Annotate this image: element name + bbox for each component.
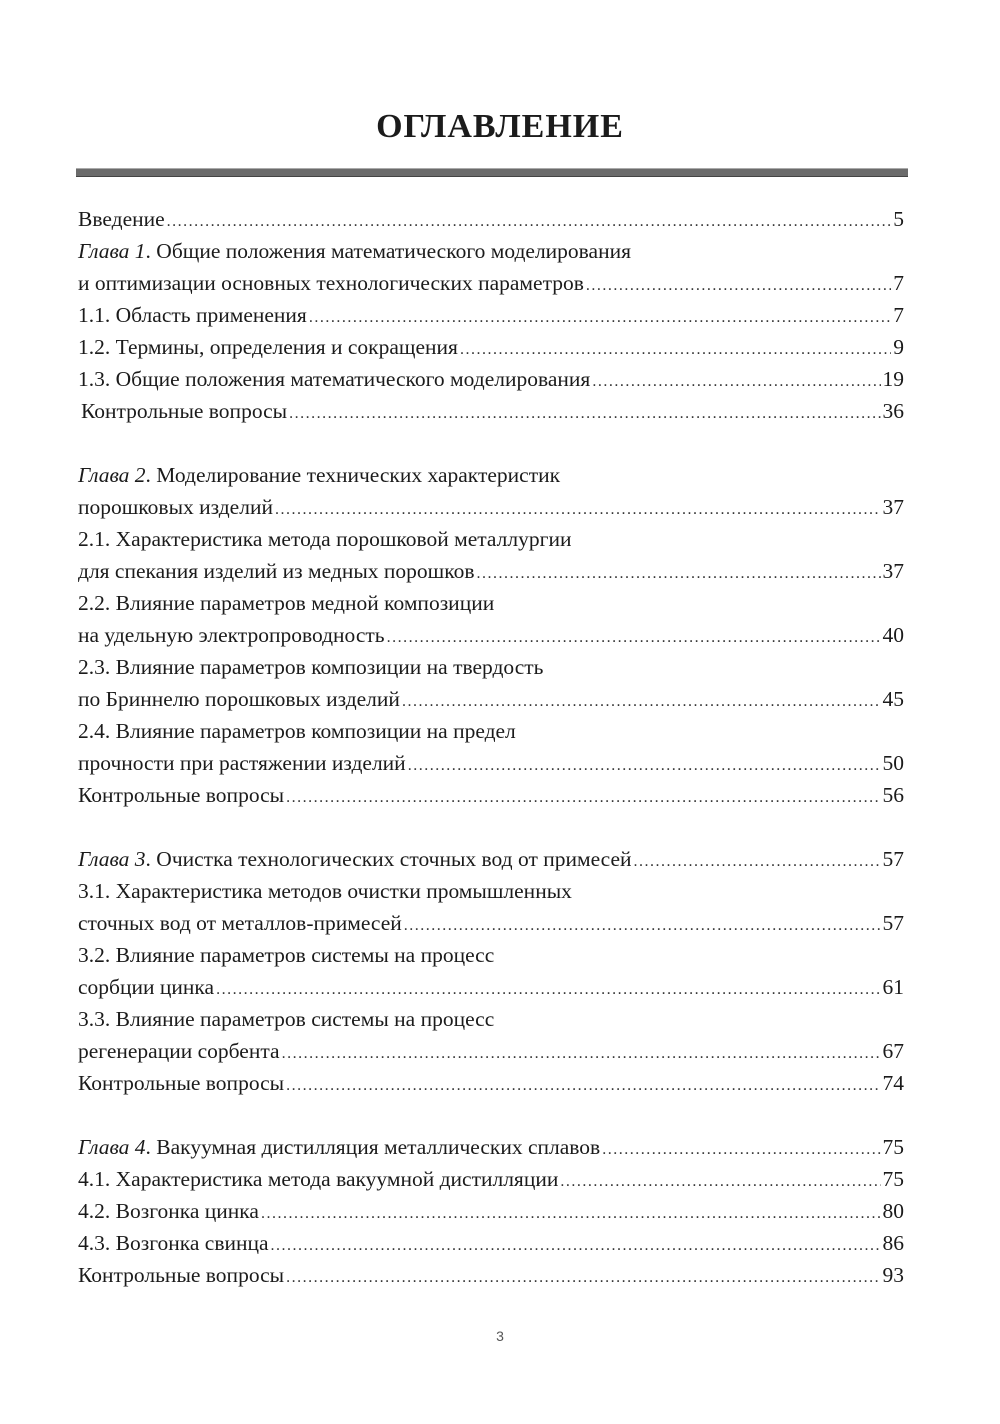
dot-leader: [602, 1134, 880, 1166]
dot-leader: [261, 1198, 881, 1230]
dot-leader: [592, 366, 880, 398]
dot-leader: [586, 270, 891, 302]
chapter-title: . Вакуумная дистилляция металлических сплавов: [145, 1135, 601, 1159]
toc-page-number: 19: [882, 367, 904, 391]
toc-entry-first-line[interactable]: 3.3. Влияние параметров системы на процесс: [78, 1007, 495, 1031]
toc-entry[interactable]: [78, 555, 904, 587]
toc-entry[interactable]: [78, 395, 904, 427]
toc-entry[interactable]: [78, 491, 904, 523]
toc-page-number: 61: [882, 975, 904, 999]
toc-entry-text: регенерации сорбента: [78, 1039, 280, 1063]
toc-page-number: 37: [882, 495, 904, 519]
toc-entry-first-line[interactable]: 2.2. Влияние параметров медной композиции: [78, 591, 495, 615]
toc-entry-text: Контрольные вопросы: [78, 1071, 285, 1095]
toc-page-number: 56: [882, 783, 904, 807]
toc-entry-text: для спекания изделий из медных порошков: [78, 559, 475, 583]
toc-entry-first-line[interactable]: 2.3. Влияние параметров композиции на твердость: [78, 655, 544, 679]
chapter-label: Глава 3: [78, 847, 146, 871]
toc-entry[interactable]: [78, 747, 904, 779]
toc-page-number: 45: [882, 687, 904, 711]
chapter-label: Глава 4: [78, 1135, 146, 1159]
chapter-title: . Очистка технологических сточных вод от примесей: [145, 847, 632, 871]
title-divider: [76, 168, 908, 177]
toc-page-number: 9: [893, 335, 904, 359]
toc-page-number: 75: [882, 1167, 904, 1191]
dot-leader: [271, 1230, 881, 1262]
chapter-heading-text: [78, 1131, 600, 1163]
chapter-2-block: [78, 459, 904, 811]
chapter-title: . Моделирование технических характеристик: [145, 463, 561, 487]
toc-entry-first-line[interactable]: 3.2. Влияние параметров системы на процесс: [78, 943, 495, 967]
dot-leader: [408, 750, 881, 782]
toc-page-number: 67: [882, 1039, 904, 1063]
toc-entry[interactable]: [78, 363, 904, 395]
toc-entry[interactable]: [78, 1259, 904, 1291]
toc-page-number: 57: [882, 847, 904, 871]
dot-leader: [289, 398, 880, 430]
toc-entry-text: 1.2. Термины, определения и сокращения: [78, 335, 458, 359]
toc-entry-text: Введение: [78, 207, 165, 231]
toc-entry-text: сорбции цинка: [78, 975, 215, 999]
toc-entry[interactable]: [78, 267, 904, 299]
toc-entry[interactable]: [78, 331, 904, 363]
dot-leader: [560, 1166, 880, 1198]
toc-entry-text: 4.1. Характеристика метода вакуумной дистилляции: [78, 1167, 559, 1191]
toc-entry-text: Контрольные вопросы: [81, 399, 288, 423]
toc-entry[interactable]: [78, 779, 904, 811]
page-number: 3: [496, 1328, 504, 1344]
toc-entry-text: по Бриннелю порошковых изделий: [78, 687, 400, 711]
toc-entry-text: 1.3. Общие положения математического моделирования: [78, 367, 591, 391]
chapter-heading[interactable]: [78, 1131, 904, 1163]
dot-leader: [286, 782, 880, 814]
dot-leader: [286, 1070, 880, 1102]
toc-page-number: 80: [882, 1199, 904, 1223]
chapter-title-continued: порошковых изделий: [78, 495, 273, 519]
toc-entry-intro[interactable]: [78, 203, 904, 235]
toc-entry[interactable]: [78, 683, 904, 715]
chapter-heading[interactable]: [78, 235, 904, 267]
toc-entry[interactable]: [78, 1195, 904, 1227]
page-title: ОГЛАВЛЕНИЕ: [376, 108, 624, 145]
dot-leader: [402, 686, 881, 718]
toc-entry-first-line[interactable]: 2.1. Характеристика метода порошковой металлургии: [78, 527, 572, 551]
toc-page-number: 5: [893, 207, 904, 231]
toc-entry[interactable]: [78, 1067, 904, 1099]
chapter-title-continued: и оптимизации основных технологических параметров: [78, 271, 584, 295]
chapter-1-block: [78, 203, 904, 427]
toc-entry-text: 1.1. Область применения: [78, 303, 307, 327]
toc-entry[interactable]: [78, 619, 904, 651]
toc-entry-text: Контрольные вопросы: [78, 783, 285, 807]
toc-page-number: 50: [882, 751, 904, 775]
chapter-label: Глава 2: [78, 463, 146, 487]
toc-page-number: 7: [893, 271, 904, 295]
toc-entry[interactable]: [78, 1227, 904, 1259]
toc-entry-text: сточных вод от металлов-примесей: [78, 911, 402, 935]
toc-entry-first-line[interactable]: 2.4. Влияние параметров композиции на предел: [78, 719, 516, 743]
dot-leader: [282, 1038, 881, 1070]
toc-entry-text: 4.2. Возгонка цинка: [78, 1199, 259, 1223]
dot-leader: [216, 974, 880, 1006]
chapter-label: Глава 1: [78, 239, 146, 263]
dot-leader: [286, 1262, 880, 1294]
toc-page-number: 57: [882, 911, 904, 935]
dot-leader: [460, 334, 891, 366]
dot-leader: [634, 846, 881, 878]
toc-entry[interactable]: [78, 971, 904, 1003]
toc-page-number: 36: [882, 399, 904, 423]
toc-page-number: 93: [882, 1263, 904, 1287]
chapter-4-block: [78, 1131, 904, 1291]
toc-page-number: 40: [882, 623, 904, 647]
dot-leader: [387, 622, 881, 654]
dot-leader: [167, 206, 892, 238]
chapter-heading-text: [78, 843, 632, 875]
dot-leader: [477, 558, 881, 590]
table-of-contents: [78, 203, 904, 1323]
dot-leader: [275, 494, 881, 526]
chapter-heading[interactable]: [78, 459, 904, 491]
toc-entry[interactable]: [78, 299, 904, 331]
chapter-heading[interactable]: [78, 843, 904, 875]
toc-entry-first-line[interactable]: 3.1. Характеристика методов очистки промышленных: [78, 879, 572, 903]
toc-page-number: 74: [882, 1071, 904, 1095]
toc-entry[interactable]: [78, 907, 904, 939]
dot-leader: [309, 302, 891, 334]
toc-entry[interactable]: [78, 1035, 904, 1067]
dot-leader: [404, 910, 881, 942]
toc-entry-text: Контрольные вопросы: [78, 1263, 285, 1287]
toc-entry[interactable]: [78, 1163, 904, 1195]
chapter-title: . Общие положения математического моделирования: [145, 239, 631, 263]
toc-page-number: 75: [882, 1135, 904, 1159]
toc-page-number: 7: [893, 303, 904, 327]
toc-entry-text: 4.3. Возгонка свинца: [78, 1231, 269, 1255]
toc-page-number: 86: [882, 1231, 904, 1255]
toc-entry-text: прочности при растяжении изделий: [78, 751, 406, 775]
toc-page-number: 37: [882, 559, 904, 583]
toc-entry-text: на удельную электропроводность: [78, 623, 385, 647]
chapter-3-block: [78, 843, 904, 1099]
